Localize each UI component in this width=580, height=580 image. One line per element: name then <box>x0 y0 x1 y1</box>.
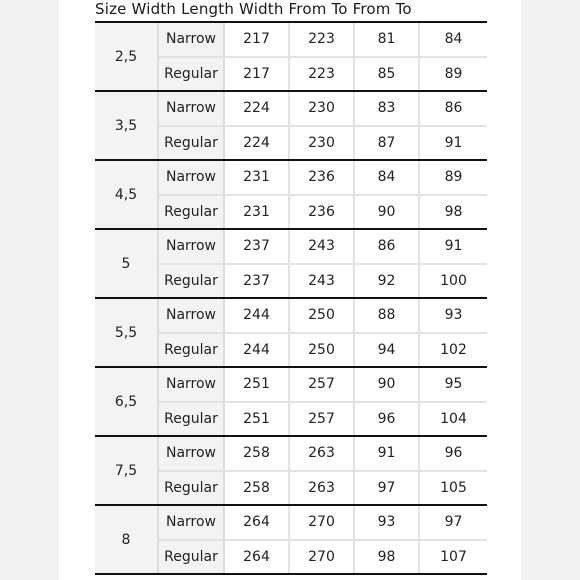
length-from-cell: 264 <box>225 506 290 539</box>
table-row <box>159 506 487 539</box>
width-to-cell: 102 <box>440 341 467 358</box>
table-row <box>159 299 487 332</box>
width-from-cell: 88 <box>355 299 420 332</box>
width-from-cell: 98 <box>355 541 420 573</box>
width-from-cell: 90 <box>355 368 420 401</box>
length-to-cell: 223 <box>290 58 355 90</box>
length-from-cell: 217 <box>225 58 290 90</box>
width-cell: Narrow <box>159 368 225 401</box>
table-row <box>159 230 487 263</box>
width-cell: Narrow <box>159 506 225 539</box>
length-from-cell: 217 <box>225 23 290 56</box>
width-cell: Regular <box>159 334 225 366</box>
width-from-cell: 92 <box>355 265 420 297</box>
width-to-cell: 97 <box>444 514 463 531</box>
width-cell: Narrow <box>159 230 225 263</box>
length-from-cell: 231 <box>225 161 290 194</box>
width-to-cell: 98 <box>444 203 463 220</box>
width-cell: Regular <box>159 196 225 228</box>
width-from-cell: 93 <box>355 506 420 539</box>
width-to-cell: 105 <box>440 479 467 496</box>
size-chart-panel <box>59 0 521 580</box>
length-from-cell: 258 <box>225 472 290 504</box>
length-from-cell: 244 <box>225 299 290 332</box>
width-from-cell: 81 <box>355 23 420 56</box>
width-to-cell: 91 <box>444 238 463 255</box>
length-from-cell: 258 <box>225 437 290 470</box>
size-cell: 6,5 <box>95 368 159 435</box>
width-cell: Narrow <box>159 23 225 56</box>
size-group-rows <box>159 161 487 228</box>
length-to-cell: 250 <box>290 299 355 332</box>
table-row <box>159 332 487 366</box>
table-row <box>159 539 487 573</box>
size-group <box>95 368 487 437</box>
width-from-cell: 86 <box>355 230 420 263</box>
table-body <box>95 23 487 575</box>
length-from-cell: 224 <box>225 92 290 125</box>
size-group-rows <box>159 92 487 159</box>
length-from-cell: 237 <box>225 265 290 297</box>
length-to-cell: 230 <box>290 127 355 159</box>
width-to-cell: 96 <box>444 445 463 462</box>
width-cell: Narrow <box>159 161 225 194</box>
table-row <box>159 92 487 125</box>
width-to-cell: 104 <box>440 410 467 427</box>
width-to-cell: 86 <box>444 100 463 117</box>
width-to-cell: 95 <box>444 376 463 393</box>
table-row <box>159 23 487 56</box>
length-from-cell: 224 <box>225 127 290 159</box>
table-row <box>159 161 487 194</box>
width-from-cell: 83 <box>355 92 420 125</box>
size-cell: 7,5 <box>95 437 159 504</box>
width-to-cell: 89 <box>444 169 463 186</box>
width-from-cell: 97 <box>355 472 420 504</box>
width-to-cell: 84 <box>444 31 463 48</box>
width-from-cell: 96 <box>355 403 420 435</box>
width-from-cell: 94 <box>355 334 420 366</box>
width-cell: Regular <box>159 58 225 90</box>
width-from-cell: 84 <box>355 161 420 194</box>
length-to-cell: 243 <box>290 265 355 297</box>
size-group-rows <box>159 23 487 90</box>
width-cell: Narrow <box>159 299 225 332</box>
width-from-cell: 91 <box>355 437 420 470</box>
length-to-cell: 263 <box>290 437 355 470</box>
table-row <box>159 263 487 297</box>
length-to-cell: 223 <box>290 23 355 56</box>
width-cell: Regular <box>159 541 225 573</box>
length-to-cell: 257 <box>290 403 355 435</box>
size-cell: 5 <box>95 230 159 297</box>
size-group-rows <box>159 230 487 297</box>
length-to-cell: 257 <box>290 368 355 401</box>
size-cell: 4,5 <box>95 161 159 228</box>
size-table <box>95 21 487 575</box>
width-from-cell: 87 <box>355 127 420 159</box>
width-cell: Regular <box>159 472 225 504</box>
length-from-cell: 264 <box>225 541 290 573</box>
size-cell: 5,5 <box>95 299 159 366</box>
width-from-cell: 90 <box>355 196 420 228</box>
size-group <box>95 506 487 575</box>
size-group-rows <box>159 368 487 435</box>
width-cell: Regular <box>159 403 225 435</box>
size-group <box>95 92 487 161</box>
size-group <box>95 230 487 299</box>
length-to-cell: 270 <box>290 506 355 539</box>
size-group <box>95 23 487 92</box>
width-cell: Regular <box>159 127 225 159</box>
width-from-cell: 85 <box>355 58 420 90</box>
length-to-cell: 243 <box>290 230 355 263</box>
width-cell: Regular <box>159 265 225 297</box>
size-cell: 2,5 <box>95 23 159 90</box>
size-group-rows <box>159 506 487 573</box>
table-row <box>159 56 487 90</box>
length-to-cell: 270 <box>290 541 355 573</box>
table-row <box>159 470 487 504</box>
width-cell: Narrow <box>159 92 225 125</box>
length-to-cell: 250 <box>290 334 355 366</box>
size-cell: 8 <box>95 506 159 573</box>
length-to-cell: 236 <box>290 196 355 228</box>
size-group <box>95 437 487 506</box>
width-to-cell: 100 <box>440 272 467 289</box>
table-row <box>159 194 487 228</box>
size-group-rows <box>159 437 487 504</box>
length-from-cell: 251 <box>225 368 290 401</box>
table-row <box>159 368 487 401</box>
table-row <box>159 401 487 435</box>
size-cell: 3,5 <box>95 92 159 159</box>
table-header-title: Size Width Length Width From To From To <box>95 0 412 18</box>
length-from-cell: 244 <box>225 334 290 366</box>
size-group-rows <box>159 299 487 366</box>
length-from-cell: 251 <box>225 403 290 435</box>
width-cell: Narrow <box>159 437 225 470</box>
size-group <box>95 299 487 368</box>
length-to-cell: 263 <box>290 472 355 504</box>
length-from-cell: 231 <box>225 196 290 228</box>
length-from-cell: 237 <box>225 230 290 263</box>
length-to-cell: 236 <box>290 161 355 194</box>
length-to-cell: 230 <box>290 92 355 125</box>
width-to-cell: 91 <box>444 134 463 151</box>
width-to-cell: 89 <box>444 65 463 82</box>
table-row <box>159 125 487 159</box>
size-group <box>95 161 487 230</box>
width-to-cell: 93 <box>444 307 463 324</box>
width-to-cell: 107 <box>440 548 467 565</box>
table-row <box>159 437 487 470</box>
